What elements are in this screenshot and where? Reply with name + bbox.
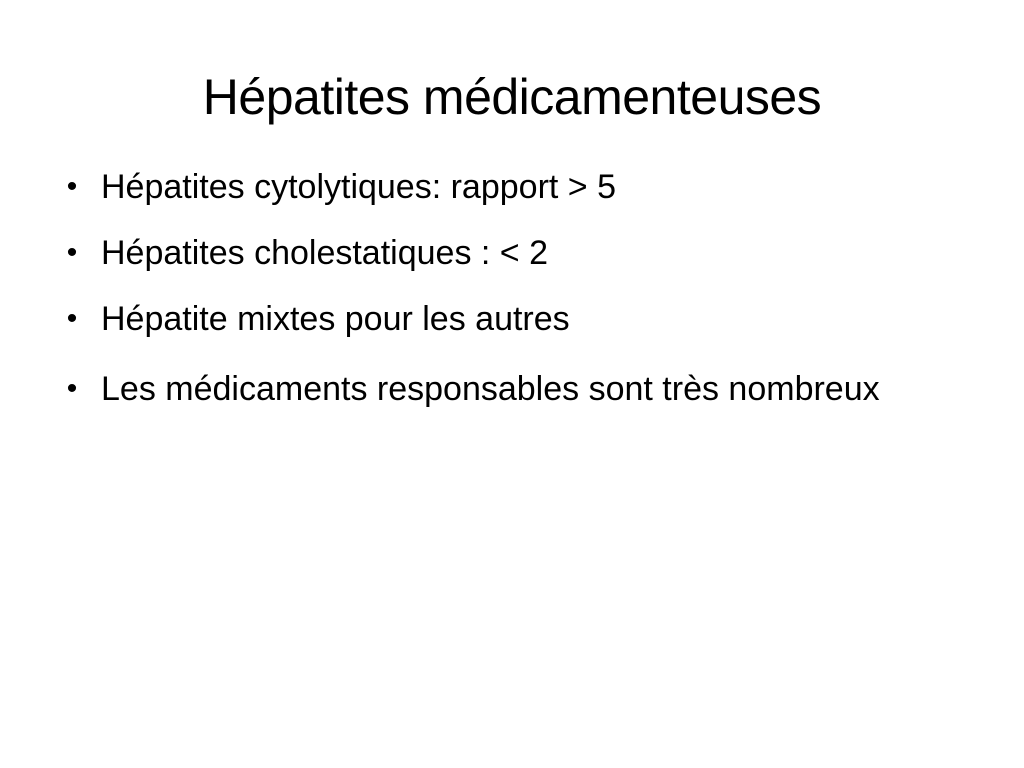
bullet-dot-icon: • (66, 372, 78, 405)
bullet-item (56, 364, 916, 414)
bullet-dot-icon: • (66, 170, 78, 203)
bullet-item (56, 166, 916, 208)
bullet-dot-icon: • (66, 302, 78, 335)
bullet-text: Hépatites cytolytiques: rapport > 5 (101, 168, 616, 206)
bullet-text: Hépatites cholestatiques : < 2 (101, 234, 548, 272)
bullet-item (56, 232, 916, 274)
bullet-text: Hépatite mixtes pour les autres (101, 300, 570, 338)
bullet-text: Les médicaments responsables sont très nombreux (101, 370, 880, 408)
bullet-list (56, 166, 916, 438)
bullet-dot-icon: • (66, 236, 78, 269)
bullet-item (56, 298, 916, 340)
slide-title: Hépatites médicamenteuses (202, 69, 822, 125)
